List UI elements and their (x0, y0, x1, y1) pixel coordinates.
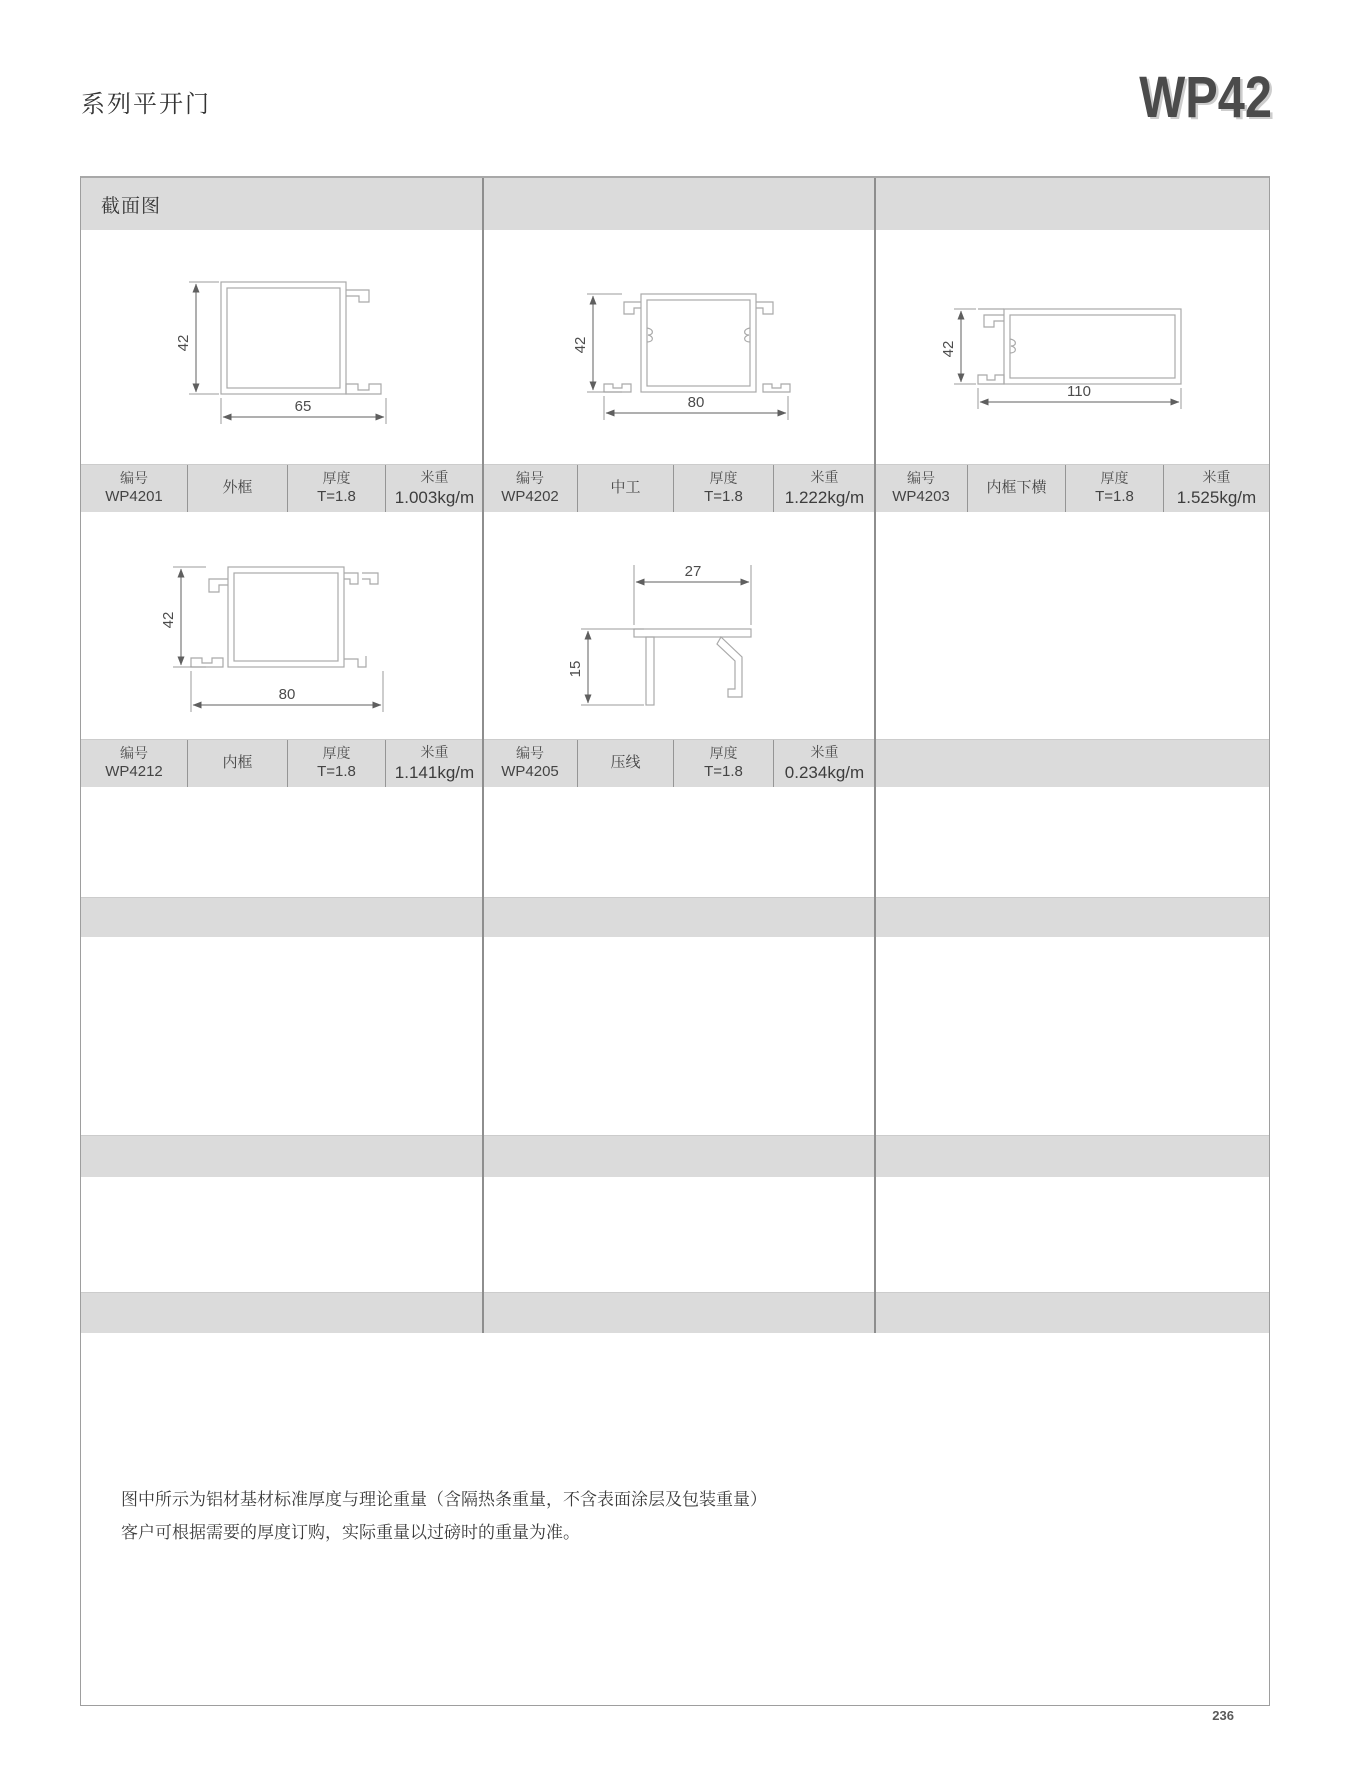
thickness-value: T=1.8 (704, 762, 743, 780)
cell-thickness-wp4205 (674, 740, 774, 787)
cell-thickness-wp4202 (674, 465, 774, 512)
dimension-height (567, 629, 644, 705)
cell-name-wp4205 (578, 740, 674, 787)
profile-outline (978, 309, 1181, 384)
thickness-label: 厚度 (322, 745, 351, 762)
cell-weight-wp4205 (774, 740, 875, 787)
footnote (121, 1483, 767, 1549)
profile-name: 中工 (610, 479, 641, 497)
profile-drawing-wp4203 (866, 297, 1186, 417)
weight-value: 1.525kg/m (1176, 487, 1257, 507)
cell-name-wp4201 (188, 465, 288, 512)
cell-weight-wp4201 (386, 465, 483, 512)
cell-name-wp4212 (188, 740, 288, 787)
cell-thickness-wp4203 (1066, 465, 1164, 512)
dimension-height (940, 309, 976, 384)
dim-height-label: 42 (160, 611, 177, 629)
thickness-label: 厚度 (709, 470, 738, 487)
profile-outline (634, 629, 751, 705)
cell-weight-wp4202 (774, 465, 875, 512)
code-label: 编号 (120, 470, 148, 487)
section-title: 截面图 (101, 195, 162, 217)
thickness-value: T=1.8 (704, 487, 743, 505)
weight-label: 米重 (1202, 469, 1231, 486)
info-row-2 (81, 739, 1269, 787)
dim-height-label: 42 (572, 336, 589, 354)
weight-value: 1.141kg/m (394, 762, 475, 782)
code-value: WP4205 (501, 762, 559, 780)
cell-code-wp4203 (875, 465, 968, 512)
page-number: 236 (1212, 1708, 1234, 1723)
dimension-width (604, 394, 788, 420)
dimension-height (175, 282, 219, 394)
weight-label: 米重 (420, 469, 449, 486)
code-value: WP4201 (105, 487, 163, 505)
empty-row-band (81, 1135, 1269, 1177)
empty-row-band (81, 897, 1269, 937)
series-label: 系列平开门 (81, 91, 211, 118)
code-label: 编号 (907, 470, 935, 487)
dimension-width (634, 563, 751, 625)
cell-code-wp4202 (483, 465, 578, 512)
dimension-width (221, 398, 386, 424)
weight-value: 1.222kg/m (784, 487, 865, 507)
code-value: WP4212 (105, 762, 163, 780)
cell-code-wp4205 (483, 740, 578, 787)
footnote-line-1: 图中所示为铝材基材标准厚度与理论重量（含隔热条重量，不含表面涂层及包装重量） (121, 1490, 767, 1509)
code-value: WP4202 (501, 487, 559, 505)
empty-row-band (81, 1292, 1269, 1333)
cell-thickness-wp4201 (288, 465, 386, 512)
profile-table (80, 176, 1270, 1706)
code-label: 编号 (516, 745, 544, 762)
cell-name-wp4203 (968, 465, 1066, 512)
thickness-value: T=1.8 (317, 487, 356, 505)
weight-label: 米重 (810, 469, 839, 486)
thickness-label: 厚度 (322, 470, 351, 487)
cell-name-wp4202 (578, 465, 674, 512)
profile-outline (191, 567, 378, 667)
weight-label: 米重 (420, 744, 449, 761)
dim-height-label: 42 (940, 340, 957, 358)
thickness-value: T=1.8 (1095, 487, 1134, 505)
profile-name: 外框 (222, 479, 253, 497)
thickness-label: 厚度 (1100, 470, 1129, 487)
profile-name: 内框下横 (986, 479, 1047, 497)
dim-height-label: 42 (175, 334, 192, 352)
dim-width-label: 80 (278, 686, 296, 703)
dimension-height (572, 294, 622, 392)
profile-drawing-wp4205 (556, 547, 776, 719)
footnote-line-2: 客户可根据需要的厚度订购，实际重量以过磅时的重量为准。 (121, 1523, 580, 1542)
dimension-height (160, 567, 206, 667)
dimension-width (978, 383, 1181, 409)
weight-label: 米重 (810, 744, 839, 761)
dim-width-label: 80 (687, 394, 705, 411)
profile-drawing-wp4201 (176, 257, 486, 442)
table-header-band (81, 178, 1269, 230)
cell-empty (875, 740, 1269, 787)
thickness-label: 厚度 (709, 745, 738, 762)
dimension-width (191, 671, 383, 712)
code-label: 编号 (120, 745, 148, 762)
cell-weight-wp4203 (1164, 465, 1269, 512)
weight-value: 0.234kg/m (784, 762, 865, 782)
cell-thickness-wp4212 (288, 740, 386, 787)
dim-height-label: 15 (567, 660, 584, 678)
thickness-value: T=1.8 (317, 762, 356, 780)
code-value: WP4203 (892, 487, 950, 505)
cell-code-wp4212 (81, 740, 188, 787)
profile-name: 内框 (222, 754, 253, 772)
profile-drawing-wp4202 (572, 262, 806, 427)
code-label: 编号 (516, 470, 544, 487)
profile-outline (604, 294, 790, 392)
profile-name: 压线 (610, 754, 641, 772)
profile-outline (221, 282, 381, 394)
weight-value: 1.003kg/m (394, 487, 475, 507)
info-row-1 (81, 464, 1269, 512)
dim-width-label: 27 (684, 563, 702, 580)
cell-weight-wp4212 (386, 740, 483, 787)
profile-drawing-wp4212 (161, 552, 481, 722)
model-title: WP42 (1139, 65, 1272, 130)
cell-code-wp4201 (81, 465, 188, 512)
dim-width-label: 65 (294, 398, 312, 415)
dim-width-label: 110 (1067, 383, 1091, 400)
